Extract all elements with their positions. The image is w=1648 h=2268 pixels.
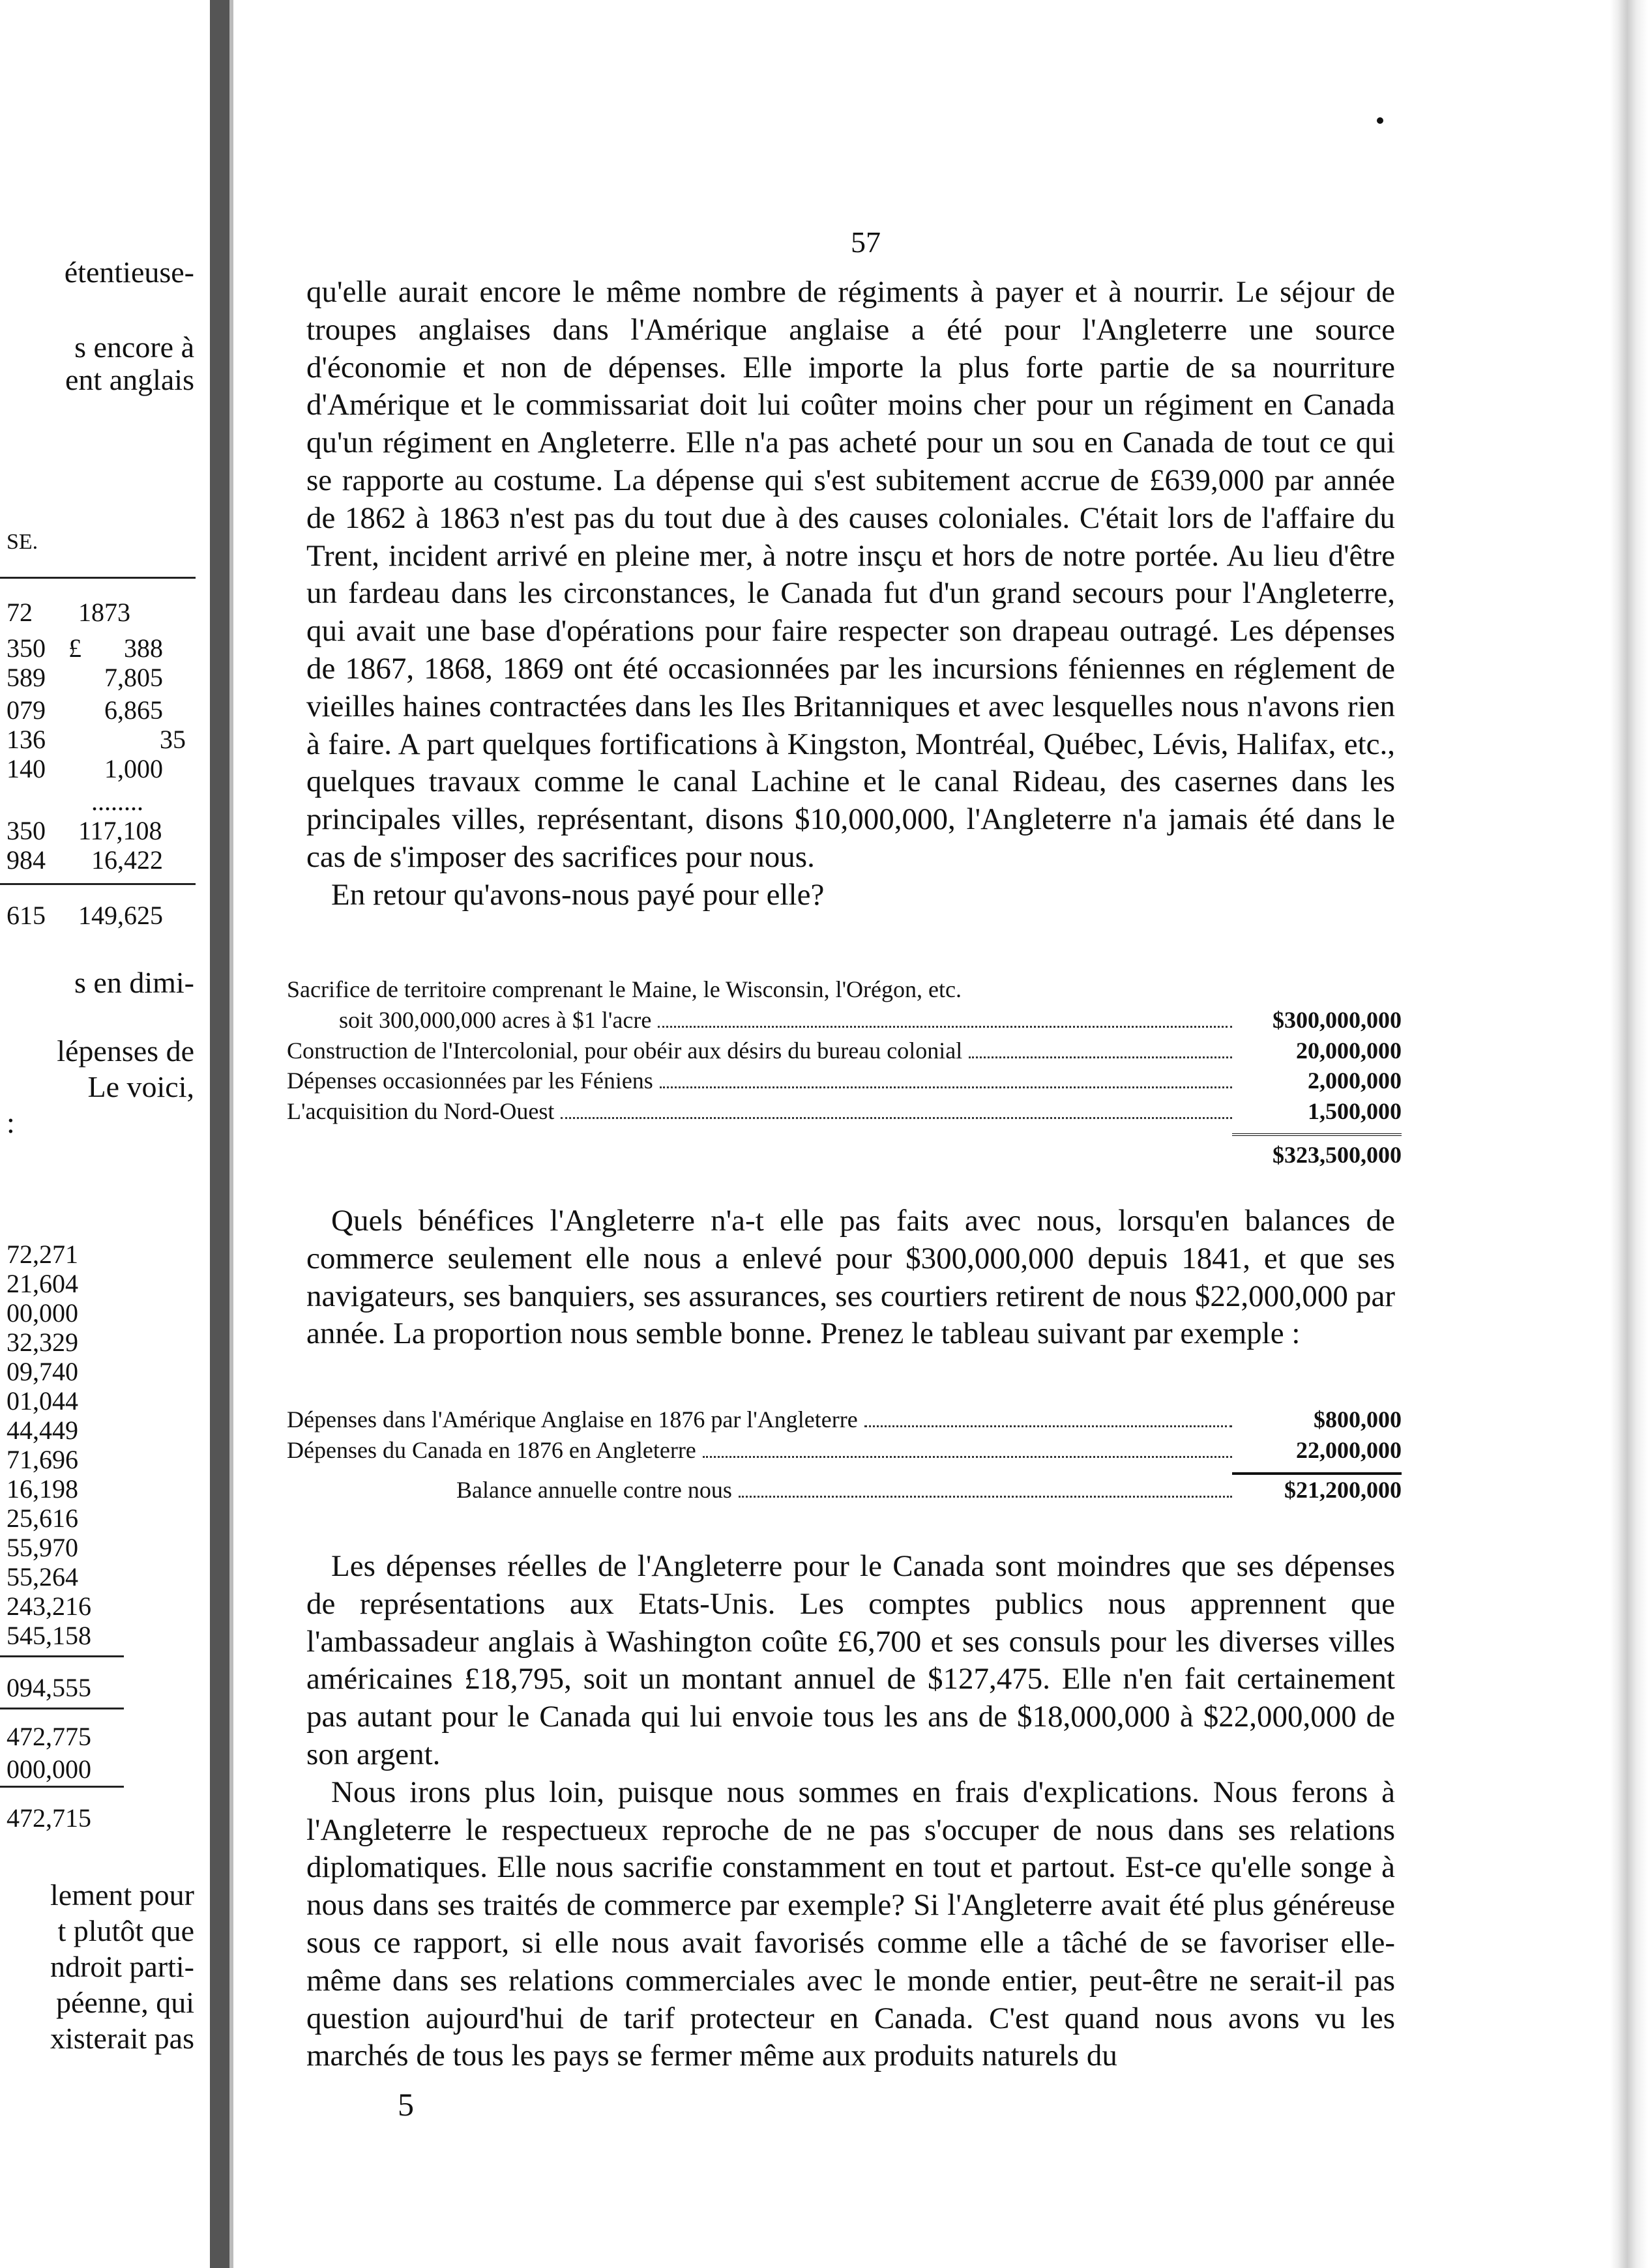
leader-dots	[561, 1101, 1232, 1119]
fragment-cell: ........	[91, 787, 143, 816]
ink-speck	[1377, 117, 1383, 124]
fragment-cell: 984	[7, 845, 46, 875]
fragment-rule	[0, 883, 196, 885]
paragraph: Quels bénéfices l'Angleterre n'a-t elle pas faits avec nous, lorsqu'en balances de commerce seulement elle nous a enlevé pour $300,000,000 depuis 1841, et que ses navigateurs, ses banquiers, ses assurances, ses courtiers retirent de nous $22,000,000 par année. La proportion nous semble bonne. Prenez le tableau suivant par exemple :	[306, 1204, 1395, 1351]
fragment-cell: 00,000	[7, 1298, 78, 1328]
ledger-row	[287, 1005, 1402, 1036]
body-text-block-1	[306, 274, 1395, 914]
fragment-cell: 21,604	[7, 1269, 78, 1298]
fragment-cell: 350	[7, 633, 46, 663]
leader-dots	[658, 1010, 1232, 1028]
fragment-cell: 72	[7, 598, 33, 627]
body-text-block-3	[306, 1548, 1395, 2075]
page-number: 57	[851, 225, 881, 259]
fragment-cell: 7,805	[104, 663, 163, 692]
fragment-rule	[0, 1708, 124, 1709]
fragment-cell: 35	[160, 725, 186, 754]
paragraph: En retour qu'avons-nous payé pour elle?	[331, 877, 825, 912]
fragment-cell: 09,740	[7, 1357, 78, 1386]
ledger-amount: 2,000,000	[1308, 1068, 1402, 1094]
ledger-balance: $21,200,000	[1284, 1476, 1402, 1503]
fragment-cell: 72,271	[7, 1240, 78, 1269]
ledger-row	[287, 1036, 1402, 1066]
fragment-cell: 44,449	[7, 1416, 78, 1445]
fragment-cell: 472,775	[7, 1722, 91, 1751]
book-gutter	[210, 0, 229, 2268]
signature-mark: 5	[398, 2086, 414, 2123]
fragment-rule	[0, 1786, 124, 1788]
ledger-amount: 20,000,000	[1296, 1037, 1402, 1064]
fragment-line: péenne, qui	[55, 1986, 194, 2019]
fragment-cell: £	[68, 633, 81, 663]
expense-ledger-1	[287, 974, 1402, 1170]
fragment-line: :	[7, 1106, 15, 1139]
ledger-row	[287, 1435, 1402, 1466]
fragment-line: s en dimi-	[74, 966, 194, 999]
fragment-cell: 25,616	[7, 1504, 78, 1533]
fragment-rule	[0, 1655, 124, 1657]
paragraph: qu'elle aurait encore le même nombre de régiments à payer et à nourrir. Le séjour de troupes anglaises dans l'Amérique anglaise a été pour l'Angleterre une source d'économie et non de dépenses. Elle importe la plus forte partie de sa nourriture d'Amérique et le commissariat doit lui coûter moins cher pour un régiment en Canada qu'un régiment en Angleterre. Elle n'a pas acheté pour un sou en Canada de tout ce qui se rapporte au costume. La dépense qui s'est subitement accrue de £639,000 par année de 1862 à 1863 n'est pas du tout due à des causes coloniales. C'était lors de l'affaire du Trent, incident arrivé en pleine mer, à notre insçu et hors de notre portée. Au lieu d'être un fardeau dans les circonstances, le Canada fut d'un grand secours pour l'Angleterre, qui avait une base d'opérations pour faire respecter son drapeau outragé. Les dépenses de 1867, 1868, 1869 ont été occasionnées par les incursions féniennes en réglement de vieilles haines contractées dans les Iles Britanniques et avec lesquelles nous n'avons rien à faire. A part quelques fortifications à Kingston, Montréal, Québec, Lévis, Halifax, etc., quelques travaux comme le canal Lachine et le canal Rideau, des casernes dans les principales villes, représentant, disons $10,000,000, l'Angleterre n'a jamais été dans le cas de s'imposer des sacrifices pour nous.	[306, 275, 1395, 874]
fragment-cell: 1,000	[104, 754, 163, 783]
fragment-cell: 079	[7, 695, 46, 725]
leader-dots	[739, 1479, 1232, 1497]
fragment-cell: 6,865	[104, 695, 163, 725]
leader-dots	[969, 1040, 1232, 1058]
page-edge-shadow	[1610, 0, 1648, 2268]
fragment-cell: 545,158	[7, 1621, 91, 1650]
ledger-amount: 22,000,000	[1296, 1436, 1402, 1463]
ledger-label: Construction de l'Intercolonial, pour obéir aux désirs du bureau colonial	[287, 1037, 963, 1064]
fragment-cell: 32,329	[7, 1328, 78, 1357]
ledger-row	[287, 974, 1402, 1005]
leader-dots	[864, 1409, 1232, 1427]
leader-dots	[703, 1440, 1232, 1458]
leader-dots	[660, 1070, 1232, 1088]
fragment-line: SE.	[7, 530, 38, 554]
fragment-line: lépenses de	[57, 1034, 194, 1068]
ledger-label: Dépenses du Canada en 1876 en Angleterre	[287, 1436, 696, 1463]
fragment-cell: 000,000	[7, 1754, 91, 1784]
ledger-label: soit 300,000,000 acres à $1 l'acre	[339, 1006, 652, 1033]
ledger-row	[287, 1066, 1402, 1096]
ledger-amount: $800,000	[1314, 1406, 1402, 1432]
fragment-line: t plutôt que	[57, 1914, 194, 1947]
fragment-cell: 350	[7, 816, 46, 845]
fragment-cell: 149,625	[78, 901, 163, 930]
fragment-cell: 55,264	[7, 1562, 78, 1592]
fragment-cell: 472,715	[7, 1803, 91, 1833]
fragment-cell: 140	[7, 754, 46, 783]
ledger-amount: $300,000,000	[1273, 1006, 1402, 1033]
ledger-total: $323,500,000	[1273, 1141, 1402, 1168]
ledger-label: Balance annuelle contre nous	[456, 1476, 732, 1503]
fragment-cell: 71,696	[7, 1445, 78, 1474]
fragment-cell: 1873	[78, 598, 130, 627]
fragment-cell: 16,198	[7, 1474, 78, 1504]
ledger-row	[287, 1096, 1402, 1127]
ledger-label: Dépenses occasionnées par les Féniens	[287, 1068, 653, 1094]
fragment-line: ndroit parti-	[50, 1950, 194, 1983]
fragment-line: xisterait pas	[50, 2022, 194, 2055]
fragment-cell: 136	[7, 725, 46, 754]
ledger-amount: 1,500,000	[1308, 1098, 1402, 1125]
adjacent-page-fragment	[0, 0, 202, 2268]
fragment-line: s encore à	[74, 330, 194, 364]
total-rule	[1232, 1133, 1402, 1140]
fragment-cell: 01,044	[7, 1386, 78, 1416]
fragment-line: Le voici,	[87, 1070, 194, 1103]
fragment-cell: 243,216	[7, 1592, 91, 1621]
fragment-line: étentieuse-	[64, 255, 194, 289]
fragment-cell: 388	[124, 633, 163, 663]
fragment-line: ent anglais	[65, 363, 194, 396]
paragraph: Les dépenses réelles de l'Angleterre pour le Canada sont moindres que ses dépenses de représentations aux Etats-Unis. Les comptes publics nous apprennent que l'ambassadeur anglais à Washington coûte £6,700 et ses consuls pour les diverses villes américaines £18,795, soit un montant annuel de $127,475. Elle n'en fait certainement pas autant pour le Canada qui lui envoie tous les ans de $18,000,000 à $22,000,000 de son argent.	[306, 1549, 1395, 1771]
fragment-cell: 094,555	[7, 1673, 91, 1702]
fragment-cell: 117,108	[78, 816, 162, 845]
expense-ledger-2	[287, 1404, 1402, 1505]
ledger-row	[287, 1404, 1402, 1435]
ledger-label: L'acquisition du Nord-Ouest	[287, 1098, 555, 1125]
ledger-row	[287, 1475, 1402, 1505]
fragment-line: lement pour	[50, 1878, 194, 1912]
paragraph: Nous irons plus loin, puisque nous sommes en frais d'explications. Nous ferons à l'Angleterre le respectueux reproche de ne pas s'occuper de nous dans ses relations diplomatiques. Elle nous sacrifie constamment en tout et partout. Est-ce qu'elle songe à nous dans ses traités de commerce par exemple? Si l'Angleterre avait été plus généreuse sous ce rapport, si elle nous avait favorisés comme elle a tâché de se favoriser elle-même dans ses relations commerciales avec le monde entier, peut-être ne serait-il pas question aujourd'hui de tarif protecteur en Canada. C'est quand nous avons vu les marchés de tous les pays se fermer même aux produits naturels du	[306, 1775, 1395, 2073]
body-text-block-2	[306, 1202, 1395, 1353]
fragment-cell: 16,422	[91, 845, 163, 875]
fragment-cell: 615	[7, 901, 46, 930]
fragment-cell: 55,970	[7, 1533, 78, 1562]
book-gutter-shadow	[229, 0, 233, 2268]
fragment-rule	[0, 577, 196, 579]
ledger-label: Dépenses dans l'Amérique Anglaise en 1876 par l'Angleterre	[287, 1406, 858, 1432]
ledger-label: Sacrifice de territoire comprenant le Maine, le Wisconsin, l'Orégon, etc.	[287, 976, 962, 1002]
fragment-cell: 589	[7, 663, 46, 692]
